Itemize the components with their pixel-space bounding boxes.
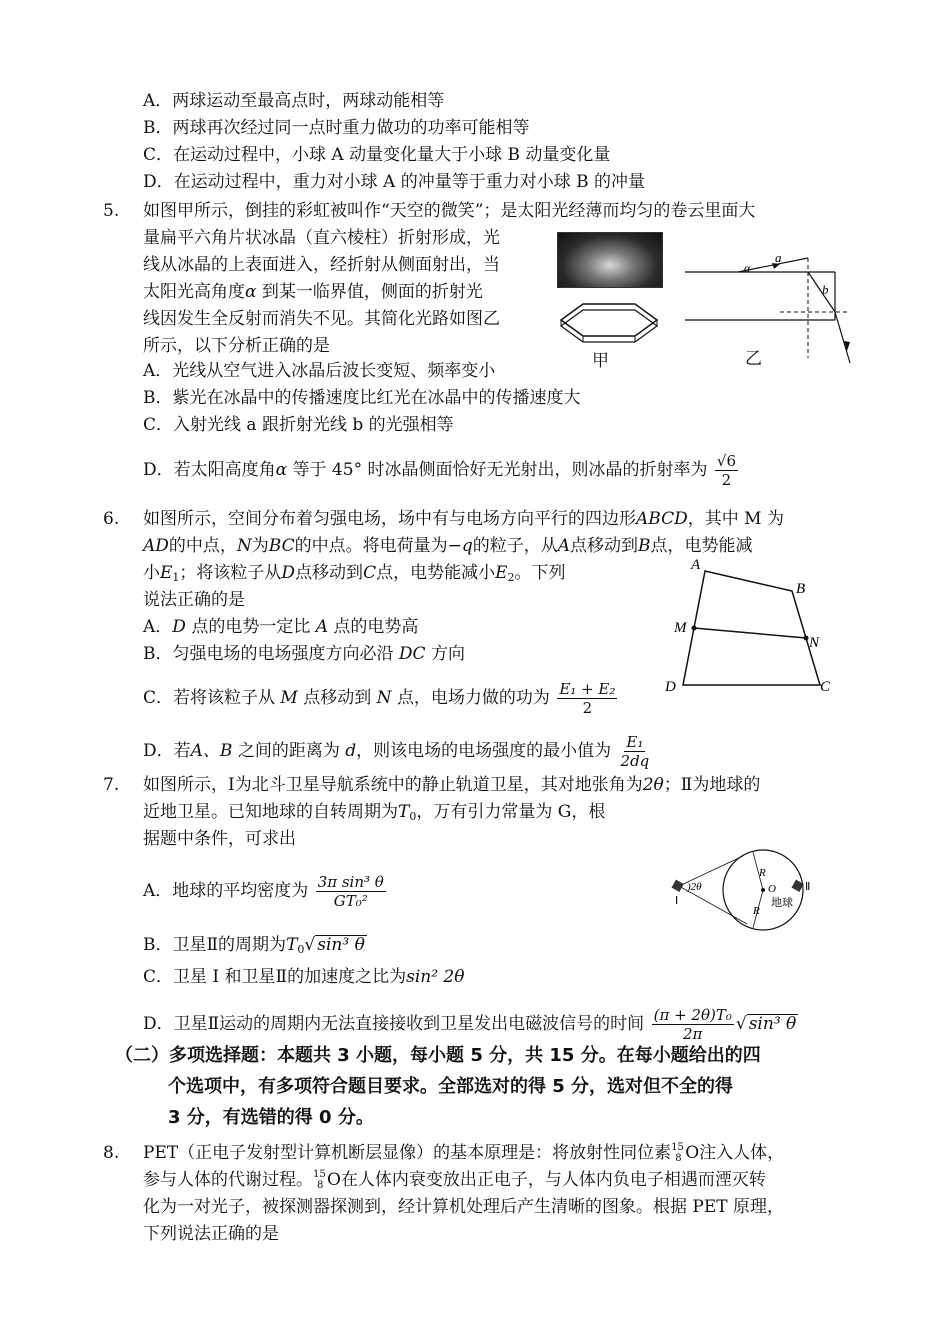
fig-sat1-label: Ⅰ: [675, 895, 679, 907]
q6-c-pre: C．若将该粒子从: [143, 688, 276, 708]
q5-option-d: [143, 452, 740, 489]
q8-l1b: 注入人体，: [699, 1143, 785, 1163]
fig-label-n: N: [809, 635, 820, 651]
q8-isotope-1: [671, 1142, 685, 1164]
q6-option-d: [143, 733, 653, 770]
q5-stem-line2: 量扁平六角片状冰晶（直六棱柱）折射形成，光: [143, 228, 500, 248]
q6-l3j: 2: [507, 571, 515, 584]
q5-stem-line5: 线因发生全反射而消失不见。其简化光路如图乙: [143, 309, 500, 329]
q7-option-d: D．卫星Ⅱ运动的周期内无法直接接收到卫星发出电磁波信号的时间 $\frac{\text{(π + 2θ)T₀}}{2\pi}$ √ sin³ θ: [143, 1006, 797, 1043]
q6-stem-line2: [143, 535, 753, 557]
q6-number: 6.: [103, 509, 120, 529]
q7-l1b: 2θ: [642, 775, 664, 795]
q8-stem-line2: [143, 1169, 766, 1191]
q4-option-a: A．两球运动至最高点时，两球动能相等: [143, 91, 445, 111]
q8-iso1-a: 15: [671, 1142, 684, 1153]
q8-iso1-z: 8: [675, 1153, 682, 1164]
q6-option-b: [143, 643, 465, 665]
q4-option-d: D．在运动过程中，重力对小球 A 的冲量等于重力对小球 B 的冲量: [143, 172, 646, 192]
q7-l2b: T: [398, 802, 410, 822]
q6-stem-line1: [143, 508, 784, 530]
q7-d-fraction: [652, 1006, 734, 1043]
q6-l3e: D: [281, 563, 296, 583]
q6-c-num: E₁ + E₂: [559, 680, 616, 698]
fig-label-c: C: [820, 679, 831, 695]
q6-d-mid2: ，则该电场的电场强度的最小值为: [356, 741, 612, 761]
q6-a-d: D: [172, 617, 186, 637]
q6-a-a: A: [315, 617, 329, 637]
ray-a-label: a: [775, 250, 782, 265]
q6-b-pre: B．匀强电场的电场强度方向必沿: [143, 644, 394, 664]
q6-l3b: E: [160, 563, 173, 583]
q6-l3c: 1: [172, 571, 180, 584]
q6-l2l: 点，电势能减: [650, 536, 753, 556]
q6-d-ab: A、B: [190, 741, 233, 761]
q5-d-fraction: [715, 452, 738, 489]
q5-option-c: C．入射光线 a 跟折射光线 b 的光强相等: [143, 415, 454, 435]
q8-l2b: 在人体内衰变放出正电子，与人体内负电子相遇而湮灭转: [340, 1170, 766, 1190]
q7-stem-line2: [143, 801, 605, 828]
q6-d-pre: D．若: [143, 741, 191, 761]
q6-d-fraction: [619, 733, 652, 770]
q8-iso2-z: 8: [317, 1180, 324, 1191]
fig-sat2-label: Ⅱ: [805, 881, 811, 893]
q8-stem-line1: [143, 1142, 784, 1164]
q6-l3h: 点，电势能减小: [376, 563, 496, 583]
section-header-line3: 3 分，有选错的得 0 分。: [168, 1107, 374, 1128]
q6-l3k: 。下列: [514, 563, 566, 583]
q6-b-end: 方向: [430, 644, 465, 664]
fig-earth-label: 地球: [771, 897, 793, 909]
fig-r1-label: R: [759, 867, 766, 879]
q6-l1a: 如图所示，空间分布着匀强电场，场中有与电场方向平行的四边形: [143, 509, 636, 529]
q7-c-pre: C．卫星 I 和卫星Ⅱ的加速度之比为: [143, 967, 407, 987]
q5-stem-line3: 线从冰晶的上表面进入，经折射从侧面射出，当: [143, 255, 500, 275]
q6-l2i: A: [557, 536, 571, 556]
ice-crystal-hexagon-figure: [553, 298, 665, 346]
q7-c-val: sin² 2θ: [406, 967, 465, 987]
q7-option-a: [143, 873, 388, 910]
q5-option-b: B．紫光在冰晶中的传播速度比红光在冰晶中的传播速度大: [143, 388, 581, 408]
q7-d-pre: D．卫星Ⅱ运动的周期内无法直接接收到卫星发出电磁波信号的时间: [143, 1014, 645, 1034]
q7-b-t: T: [286, 935, 298, 955]
q5-d-mid: 等于 45° 时冰晶侧面恰好无光射出，则冰晶的折射率为: [292, 460, 708, 480]
q7-d-num: (π + 2θ)T₀: [653, 1006, 732, 1024]
q7-b-sqrt: sin³ θ: [317, 935, 365, 955]
q7-a-den: GT₀²: [333, 892, 368, 910]
q7-a-fraction: [316, 873, 386, 910]
fig-label-a: A: [691, 557, 701, 573]
q5-stem-line4b: 到某一临界值，侧面的折射光: [261, 282, 483, 302]
fig-o-label: O: [768, 883, 776, 895]
q6-l1c: ，其中 M 为: [687, 509, 784, 529]
q5-option-a: A．光线从空气进入冰晶后波长变短、频率变小: [143, 361, 496, 381]
q6-c-n: N: [376, 688, 392, 708]
q7-d-den: 2π: [683, 1025, 703, 1043]
q6-a-mid: 点的电势一定比: [191, 617, 311, 637]
q6-l2h: 的粒子，从: [472, 536, 558, 556]
q6-l3i: E: [495, 563, 508, 583]
q8-number: 8.: [103, 1143, 120, 1163]
q8-iso1-el: O: [685, 1143, 700, 1163]
q6-l2j: 点移动到: [570, 536, 639, 556]
q7-l2a: 近地卫星。已知地球的自转周期为: [143, 802, 398, 822]
q6-l2d: 为: [251, 536, 269, 556]
q6-d-num: E₁: [626, 733, 644, 751]
fig-label-d: D: [665, 679, 676, 695]
q7-a-pre: A．地球的平均密度为: [143, 881, 309, 901]
q6-stem-line4: 说法正确的是: [143, 590, 245, 610]
q5-stem-line4a: 太阳光高角度: [143, 282, 245, 302]
q6-l2k: B: [638, 536, 651, 556]
q7-b-pre: B．卫星Ⅱ的周期为: [143, 935, 287, 955]
fig-yi-label: 乙: [745, 349, 762, 369]
q8-stem-line3: 化为一对光子，被探测器探测到，经计算机处理后产生清晰的图象。根据 PET 原理，: [143, 1197, 784, 1217]
q5-alpha: α: [245, 282, 257, 302]
q7-l2c: 0: [409, 810, 417, 823]
q6-stem-line3: [143, 562, 566, 589]
quadrilateral-abcd-figure: [665, 555, 845, 705]
q7-b-0: 0: [297, 943, 305, 956]
q5-d-den: 2: [721, 471, 732, 489]
q5-d-num: √6: [716, 452, 736, 470]
q7-l1c: ；Ⅱ为地球的: [663, 775, 761, 795]
q6-l2e: BC: [268, 536, 295, 556]
q8-iso2-a: 15: [313, 1169, 326, 1180]
q6-c-mid: 点移动到: [303, 688, 372, 708]
q6-l3d: ；将该粒子从: [179, 563, 282, 583]
cloud-photo: [557, 232, 663, 288]
q6-c-m: M: [280, 688, 298, 708]
q6-l3a: 小: [143, 563, 160, 583]
q5-d-pre: D．若太阳高度角: [143, 460, 276, 480]
ray-b-label: b: [822, 282, 829, 297]
section-header-line1: （二）多项选择题：本题共 3 小题，每小题 5 分，共 15 分。在每小题给出的四: [115, 1045, 761, 1066]
q6-option-c: [143, 680, 619, 717]
q8-iso2-el: O: [327, 1170, 341, 1190]
satellite-earth-figure: [665, 848, 825, 938]
q6-b-dc: DC: [398, 644, 426, 664]
fig-angle-label: )2θ: [687, 881, 702, 893]
q7-stem-line1: [143, 774, 760, 796]
q6-l1b: ABCD: [636, 509, 688, 529]
q6-option-a: [143, 616, 418, 638]
q7-l1a: 如图所示，Ⅰ为北斗卫星导航系统中的静止轨道卫星，其对地张角为: [143, 775, 643, 795]
section-header-line2: 个选项中，有多项符合题目要求。全部选对的得 5 分，选对但不全的得: [168, 1076, 734, 1097]
q6-d-den: 2dq: [620, 752, 650, 770]
q5-stem-line4: [143, 281, 483, 303]
q8-stem-line4: 下列说法正确的是: [143, 1224, 279, 1244]
q6-l2f: 的中点。将电荷量为: [294, 536, 448, 556]
fig-label-m: M: [674, 620, 687, 636]
q7-option-b: B．卫星Ⅱ的周期为$T_0√$ sin³ θ: [143, 935, 365, 956]
q7-number: 7.: [103, 775, 120, 795]
q5-d-alpha: α: [275, 460, 288, 480]
q6-a-pre: A．: [143, 617, 173, 637]
light-alpha-label: α: [744, 261, 751, 275]
q5-stem-line1: 如图甲所示，倒挂的彩虹被叫作“天空的微笑”；是太阳光经薄而均匀的卷云里面大: [143, 201, 756, 221]
q6-a-end: 点的电势高: [333, 617, 419, 637]
q6-l2a: AD: [143, 536, 169, 556]
fig-label-b: B: [796, 581, 806, 597]
q8-l2a: 参与人体的代谢过程。: [143, 1170, 313, 1190]
q7-option-c: [143, 966, 464, 988]
q6-l2b: 的中点，: [168, 536, 237, 556]
q5-number: 5.: [103, 201, 120, 221]
q6-d-mid: 之间的距离为: [237, 741, 340, 761]
q4-option-c: C．在运动过程中，小球 A 动量变化量大于小球 B 动量变化量: [143, 145, 611, 165]
q6-c-mid2: 点，电场力做的功为: [396, 688, 550, 708]
q6-c-fraction: [557, 680, 617, 717]
q6-l3g: C: [363, 563, 377, 583]
q5-stem-line6: 所示，以下分析正确的是: [143, 336, 330, 356]
q8-isotope-2: [313, 1169, 327, 1191]
q6-l3f: 点移动到: [295, 563, 364, 583]
q7-l2d: ，万有引力常量为 G，根: [416, 802, 606, 822]
q7-stem-line3: 据题中条件，可求出: [143, 829, 296, 849]
light-path-diagram: [680, 228, 860, 368]
q6-c-den: 2: [582, 699, 593, 717]
q6-l2g: −q: [447, 536, 473, 556]
fig-r2-label: R: [753, 905, 760, 917]
q6-d-d: d: [345, 741, 357, 761]
q7-d-sqrt: sin³ θ: [748, 1014, 797, 1034]
q4-option-b: B．两球再次经过同一点时重力做功的功率可能相等: [143, 118, 530, 138]
q8-l1a: PET（正电子发射型计算机断层显像）的基本原理是：将放射性同位素: [143, 1143, 672, 1163]
q7-a-num: 3π sin³ θ: [317, 873, 384, 891]
q6-l2c: N: [236, 536, 252, 556]
fig-jia-label: 甲: [592, 351, 609, 371]
